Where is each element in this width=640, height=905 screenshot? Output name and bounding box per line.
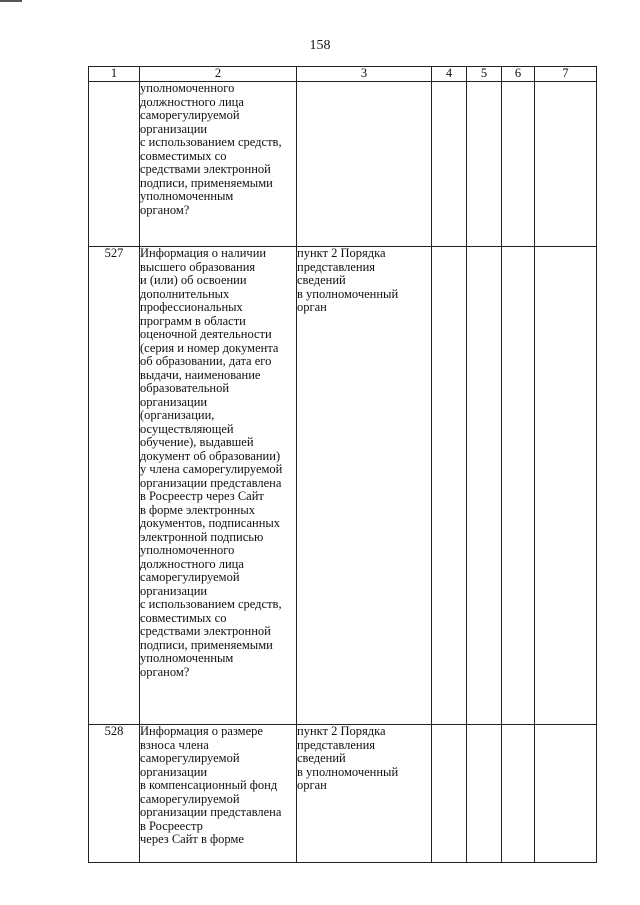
text-line: осуществляющей bbox=[140, 421, 234, 436]
text-line: сведений bbox=[297, 751, 346, 765]
text-line: саморегулируемой bbox=[140, 570, 240, 584]
row-number bbox=[89, 82, 140, 247]
page-number: 158 bbox=[309, 38, 331, 53]
header-cell-3: 3 bbox=[297, 67, 432, 82]
document-table bbox=[88, 66, 597, 863]
text-line: в Росреестр bbox=[140, 818, 203, 833]
empty-cell-5 bbox=[467, 247, 502, 725]
empty-cell-4 bbox=[432, 82, 467, 247]
header-cell-1: 1 bbox=[89, 67, 140, 82]
text-line: уполномоченного bbox=[140, 81, 235, 95]
text-line: электронной подписью bbox=[140, 529, 264, 544]
text-line: высшего образования bbox=[140, 259, 256, 274]
question-cell bbox=[140, 82, 297, 247]
text-line: Информация о наличии bbox=[140, 246, 267, 260]
text-line: в уполномоченный bbox=[297, 764, 399, 779]
question-cell bbox=[140, 247, 297, 725]
text-line: подписи, применяемыми bbox=[140, 637, 273, 652]
text-line: саморегулируемой bbox=[140, 108, 240, 122]
text-line: совместимых со bbox=[140, 610, 227, 625]
empty-cell-6 bbox=[502, 82, 535, 247]
text-line: должностного лица bbox=[140, 556, 244, 571]
text-line: уполномоченного bbox=[140, 543, 235, 557]
text-line: и (или) об освоении bbox=[140, 273, 247, 287]
text-line: документ об образовании) bbox=[140, 448, 281, 463]
text-line: с использованием средств, bbox=[140, 135, 282, 149]
text-line: должностного лица bbox=[140, 94, 244, 109]
text-line: организации bbox=[140, 764, 208, 779]
text-line: уполномоченным bbox=[140, 651, 234, 665]
empty-cell-7 bbox=[535, 82, 597, 247]
row-number: 528 bbox=[89, 725, 140, 863]
text-line: профессиональных bbox=[140, 300, 243, 314]
header-cell-7: 7 bbox=[535, 67, 597, 82]
text-line: в уполномоченный bbox=[297, 286, 399, 301]
text-line: средствами электронной bbox=[140, 162, 271, 176]
header-cell-2: 2 bbox=[140, 67, 297, 82]
text-line: организации bbox=[140, 583, 208, 598]
text-line: органом? bbox=[140, 202, 190, 217]
text-line: взноса члена bbox=[140, 737, 209, 752]
text-line: об образовании, дата его bbox=[140, 354, 272, 368]
text-line: совместимых со bbox=[140, 148, 227, 163]
text-line: представления bbox=[297, 259, 376, 274]
text-line: организации представлена bbox=[140, 475, 282, 490]
basis-cell bbox=[297, 82, 432, 247]
empty-cell-7 bbox=[535, 247, 597, 725]
text-line: в Росреестр через Сайт bbox=[140, 489, 264, 503]
text-line: через Сайт в форме bbox=[140, 832, 244, 846]
text-line: пункт 2 Порядка bbox=[297, 246, 386, 260]
basis-cell bbox=[297, 247, 432, 725]
empty-cell-4 bbox=[432, 725, 467, 863]
text-line: программ в области bbox=[140, 313, 246, 328]
text-line: (организации, bbox=[140, 408, 215, 422]
text-line: дополнительных bbox=[140, 286, 230, 301]
text-line: в компенсационный фонд bbox=[140, 778, 278, 792]
text-line: организации bbox=[140, 394, 208, 409]
text-line: органом? bbox=[140, 664, 190, 679]
continuation-row bbox=[89, 82, 597, 247]
text-line: документов, подписанных bbox=[140, 516, 281, 530]
basis-cell bbox=[297, 725, 432, 863]
text-line: выдачи, наименование bbox=[140, 367, 261, 382]
empty-cell-4 bbox=[432, 247, 467, 725]
header-cell-4: 4 bbox=[432, 67, 467, 82]
text-line: сведений bbox=[297, 273, 346, 287]
text-line: оценочной деятельности bbox=[140, 327, 272, 341]
empty-cell-6 bbox=[502, 725, 535, 863]
text-line: образовательной bbox=[140, 381, 230, 395]
question-cell bbox=[140, 725, 297, 863]
text-line: уполномоченным bbox=[140, 189, 234, 203]
text-line: орган bbox=[297, 300, 327, 314]
empty-cell-7 bbox=[535, 725, 597, 863]
text-line: Информация о размере bbox=[140, 724, 263, 738]
header-cell-5: 5 bbox=[467, 67, 502, 82]
text-line: обучение), выдавшей bbox=[140, 435, 254, 449]
table-row-527 bbox=[89, 247, 597, 725]
text-line: саморегулируемой bbox=[140, 791, 240, 806]
text-line: средствами электронной bbox=[140, 624, 271, 638]
text-line: у члена саморегулируемой bbox=[140, 462, 283, 476]
text-line: представления bbox=[297, 737, 376, 752]
text-line: пункт 2 Порядка bbox=[297, 724, 386, 738]
text-line: организации bbox=[140, 121, 208, 136]
text-line: (серия и номер документа bbox=[140, 340, 279, 355]
text-line: организации представлена bbox=[140, 805, 282, 819]
empty-cell-5 bbox=[467, 725, 502, 863]
text-line: орган bbox=[297, 778, 327, 792]
text-line: подписи, применяемыми bbox=[140, 175, 273, 190]
text-line: с использованием средств, bbox=[140, 597, 282, 611]
header-cell-6: 6 bbox=[502, 67, 535, 82]
empty-cell-6 bbox=[502, 247, 535, 725]
empty-cell-5 bbox=[467, 82, 502, 247]
text-line: саморегулируемой bbox=[140, 751, 240, 765]
scan-corner-mark bbox=[0, 0, 22, 2]
table-header-row bbox=[89, 67, 597, 82]
text-line: в форме электронных bbox=[140, 502, 255, 517]
row-number: 527 bbox=[89, 247, 140, 725]
table-row-528 bbox=[89, 725, 597, 863]
